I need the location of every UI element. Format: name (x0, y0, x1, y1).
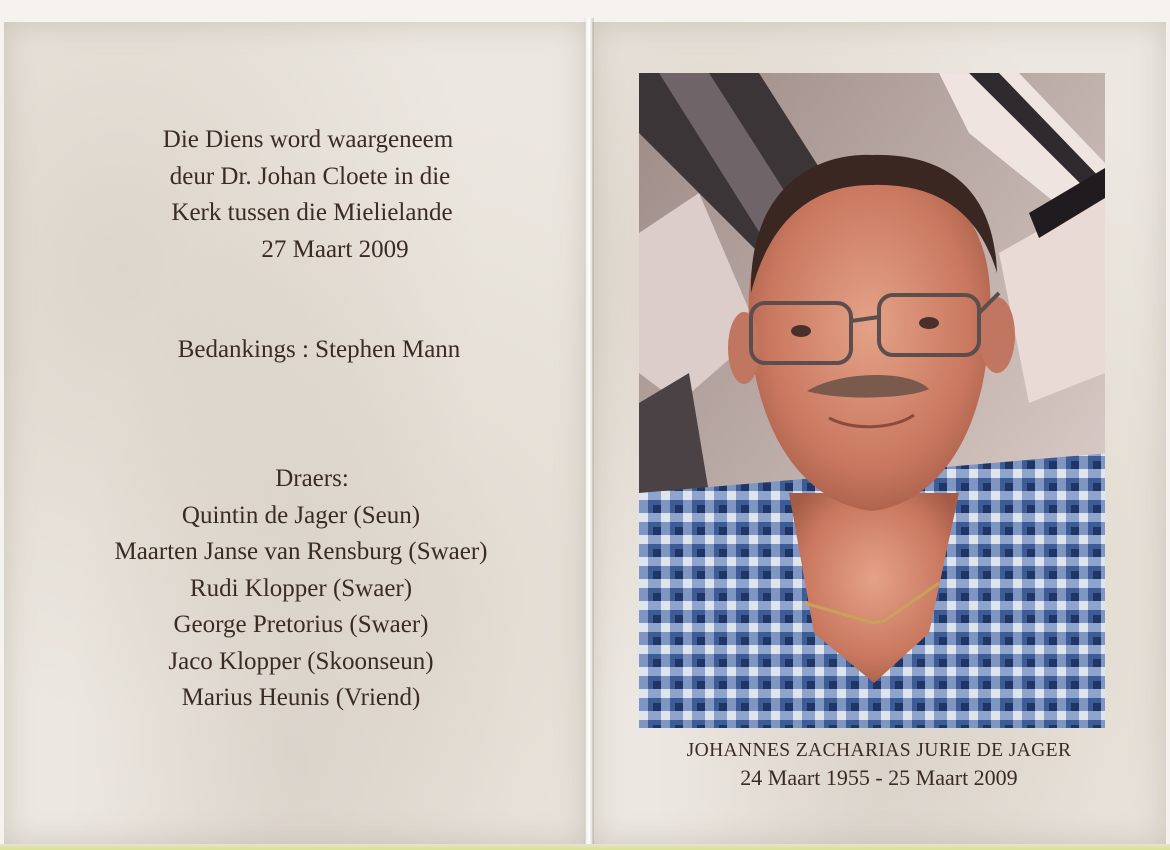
pallbearer-name: Quintin de Jager (Seun) (181, 501, 421, 529)
service-line: deur Dr. Johan Cloete in die (169, 162, 451, 190)
pallbearer-name: Jaco Klopper (Skoonseun) (168, 647, 434, 675)
deceased-name: JOHANNES ZACHARIAS JURIE DE JAGER (686, 740, 1072, 761)
service-date: 27 Maart 2009 (261, 235, 409, 263)
pallbearer-name: Marius Heunis (Vriend) (181, 684, 421, 711)
acknowledgements (28, 332, 610, 369)
pallbearers-list (10, 461, 592, 717)
service-line: Kerk tussen die Mielielande (171, 199, 453, 226)
thanks-line: Bedankings : Stephen Mann (177, 336, 461, 363)
pallbearer-name: Rudi Klopper (Swaer) (189, 574, 413, 602)
pallbearer-name: George Pretorius (Swaer) (173, 611, 429, 638)
pallbearers-heading: Draers: (275, 465, 349, 492)
service-line: Die Diens word waargeneem (162, 126, 454, 153)
service-details (14, 122, 596, 268)
scan-edge (0, 844, 1170, 850)
portrait-photo (639, 73, 1105, 728)
pallbearer-name: Maarten Janse van Rensburg (Swaer) (114, 538, 488, 565)
life-dates: 24 Maart 1955 - 25 Maart 2009 (740, 765, 1018, 790)
